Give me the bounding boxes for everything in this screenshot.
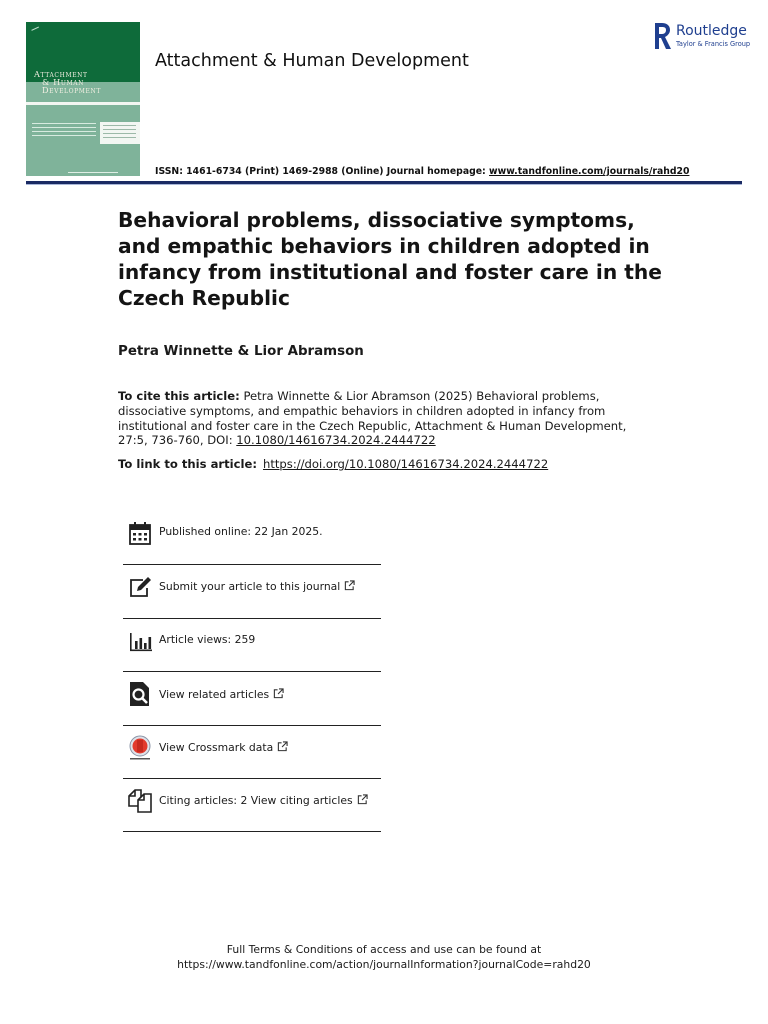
footer-terms-link[interactable]: https://www.tandfonline.com/action/journalInformation?journalCode=rahd20 (177, 958, 591, 971)
calendar-icon (127, 520, 153, 546)
cover-title-line3: Development (42, 85, 101, 95)
issn-text: ISSN: 1461-6734 (Print) 1469-2988 (Online) Journal homepage: (155, 166, 490, 177)
document-search-icon (127, 681, 153, 707)
crossmark-link[interactable] (159, 741, 288, 754)
external-link-icon (273, 688, 284, 699)
article-link-line (118, 457, 548, 471)
cover-title-line2: & Human (42, 77, 85, 87)
meta-crossmark[interactable] (123, 726, 381, 779)
terms-footer (0, 942, 768, 972)
citing-articles-link[interactable] (159, 794, 368, 807)
meta-related[interactable] (123, 672, 381, 726)
citing-articles-label: Citing articles: 2 View citing articles (159, 794, 353, 807)
submit-article-link[interactable] (159, 580, 355, 593)
header-rule-light (26, 184, 742, 185)
article-title: Behavioral problems, dissociative symptoms, and empathic behaviors in children adopted in infancy from institutional and foster care in the Czech Republic (118, 208, 662, 310)
cover-divider (26, 102, 140, 105)
meta-views (123, 619, 381, 672)
cite-doi-link[interactable]: 10.1080/14616734.2024.2444722 (236, 433, 436, 448)
publisher-subtitle: Taylor & Francis Group (676, 40, 751, 48)
cite-text: Petra Winnette & Lior Abramson (2025) Behavioral problems, dissociative symptoms, and empathic behaviors in children adopted in infancy from institutional and foster care in the Czech Republic, Attachment & Human Development, 27:5, 736-760, DOI: (118, 389, 627, 448)
citation-block (118, 389, 658, 448)
journal-homepage-link[interactable]: www.tandfonline.com/journals/rahd20 (489, 166, 690, 177)
cover-title (34, 70, 138, 94)
link-label: To link to this article: (118, 457, 257, 471)
related-articles-label: View related articles (159, 688, 270, 701)
external-link-icon (277, 741, 288, 752)
published-date: Published online: 22 Jan 2025. (159, 525, 323, 538)
issn-line (155, 166, 689, 177)
edit-icon (127, 575, 153, 601)
citing-documents-icon (127, 788, 153, 814)
cover-footer-lines (68, 172, 118, 176)
cover-info-box (100, 122, 140, 144)
article-doi-link[interactable]: https://doi.org/10.1080/14616734.2024.2444722 (262, 457, 549, 471)
publisher-logo[interactable] (652, 22, 751, 50)
related-articles-link[interactable] (159, 688, 284, 701)
meta-published (123, 512, 381, 565)
journal-cover (26, 22, 140, 176)
footer-line1: Full Terms & Conditions of access and use can be found at (226, 943, 542, 956)
crossmark-icon (127, 735, 153, 761)
publisher-name: Routledge (676, 23, 747, 39)
meta-submit[interactable] (123, 565, 381, 619)
meta-citing[interactable] (123, 778, 381, 832)
article-views: Article views: 259 (159, 633, 256, 646)
cover-title-line1: Attachment (34, 69, 88, 79)
article-meta-list (123, 512, 381, 832)
external-link-icon (357, 794, 368, 805)
submit-article-label: Submit your article to this journal (159, 580, 341, 593)
cite-label: To cite this article: (118, 389, 240, 403)
external-link-icon (344, 580, 355, 591)
cover-decoration-lines (32, 123, 96, 139)
bar-chart-icon (127, 629, 153, 655)
article-authors: Petra Winnette & Lior Abramson (118, 344, 364, 359)
crossmark-label: View Crossmark data (159, 741, 274, 754)
routledge-r-icon (652, 22, 672, 50)
journal-name: Attachment & Human Development (155, 51, 469, 71)
